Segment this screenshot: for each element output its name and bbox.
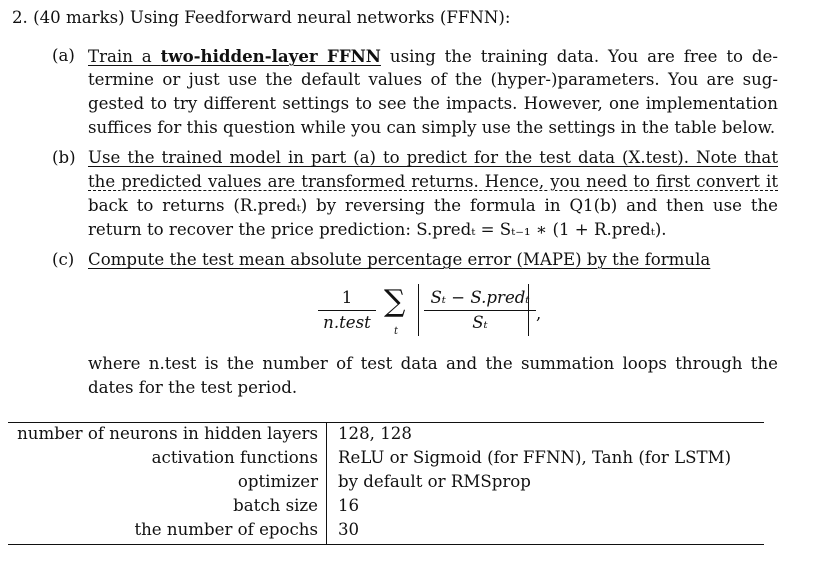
table-row bbox=[8, 448, 764, 472]
error-denominator: Sₜ bbox=[472, 313, 488, 332]
abs-bar-left bbox=[418, 284, 419, 336]
abs-bar-right bbox=[528, 284, 529, 336]
inverse-n-fraction bbox=[318, 288, 376, 332]
summation-symbol: ∑ bbox=[384, 284, 406, 319]
table-value: ReLU or Sigmoid (for FFNN), Tanh (for LSTM) bbox=[338, 448, 732, 467]
part-a-label: (a) bbox=[52, 46, 75, 65]
table-row bbox=[8, 496, 764, 520]
part-c-where-1: where n.test is the number of test data and the summation loops through the bbox=[88, 354, 778, 373]
part-c-line-1: Compute the test mean absolute percentage error (MAPE) by the formula bbox=[88, 250, 711, 269]
part-a-line-2: termine or just use the default values of the (hyper-)parameters. You are sug- bbox=[88, 70, 778, 89]
part-a-bold: two-hidden-layer FFNN bbox=[160, 46, 381, 66]
fraction-numerator: 1 bbox=[341, 288, 353, 307]
table-value: by default or RMSprop bbox=[338, 472, 531, 491]
mape-formula bbox=[318, 282, 558, 342]
part-b-line-3: back to returns (R.predₜ) by reversing the formula in Q1(b) and then use the bbox=[88, 196, 778, 215]
part-a-line-1: Train a two-hidden-layer FFNN using the training data. You are free to de- bbox=[88, 46, 778, 66]
part-a-line-3: gested to try different settings to see the impacts. However, one implementation bbox=[88, 94, 778, 113]
table-row bbox=[8, 520, 764, 544]
table-key: number of neurons in hidden layers bbox=[17, 424, 318, 443]
part-a-underlined: Train a two-hidden-layer FFNN bbox=[88, 46, 381, 66]
settings-table bbox=[8, 422, 764, 546]
part-b-line-2: the predicted values are transformed returns. Hence, you need to first convert it bbox=[88, 172, 778, 191]
error-numerator: Sₜ − S.predₜ bbox=[430, 288, 530, 307]
part-b-line-1: Use the trained model in part (a) to predict for the test data (X.test). Note that bbox=[88, 148, 778, 167]
table-row bbox=[8, 472, 764, 496]
summation-subscript: t bbox=[394, 326, 399, 337]
part-b-line-4: return to recover the price prediction: S.predₜ = Sₜ₋₁ ∗ (1 + R.predₜ). bbox=[88, 220, 667, 239]
table-key: optimizer bbox=[237, 472, 318, 491]
table-value: 30 bbox=[338, 520, 360, 539]
question-header: 2. (40 marks) Using Feedforward neural networks (FFNN): bbox=[12, 8, 511, 27]
table-key: batch size bbox=[233, 496, 318, 515]
part-c-where-2: dates for the test period. bbox=[88, 378, 298, 397]
part-a-line-4: suffices for this question while you can simply use the settings in the table below. bbox=[88, 118, 776, 137]
table-value: 16 bbox=[338, 496, 360, 515]
table-key: activation functions bbox=[151, 448, 318, 467]
formula-comma: , bbox=[536, 304, 542, 323]
part-c-label: (c) bbox=[52, 250, 75, 269]
table-row bbox=[8, 424, 764, 448]
error-fraction bbox=[424, 288, 536, 332]
table-key: the number of epochs bbox=[134, 520, 318, 539]
part-b-label: (b) bbox=[52, 148, 76, 167]
fraction-denominator: n.test bbox=[323, 313, 371, 332]
table-value: 128, 128 bbox=[338, 424, 412, 443]
